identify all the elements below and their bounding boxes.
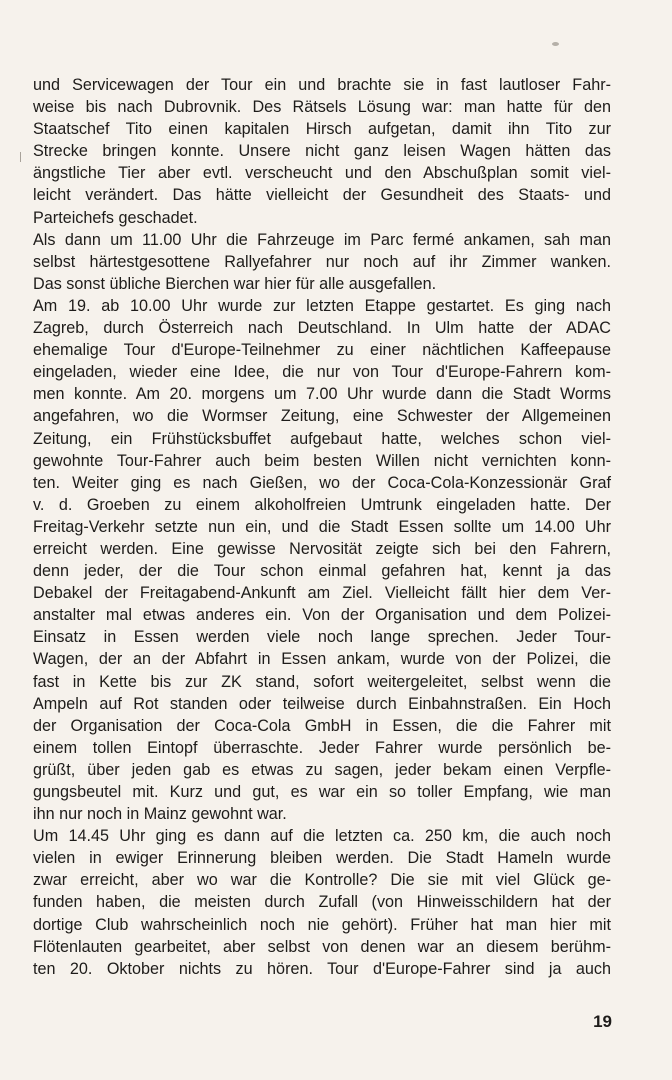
text-line: Zeitung, ein Frühstücksbuffet aufgebaut hatte, welches schon viel- <box>33 429 611 448</box>
text-line: weise bis nach Dubrovnik. Des Rätsels Lösung war: man hatte für den <box>33 98 611 117</box>
paper-speck <box>552 42 559 46</box>
text-line: Debakel der Freitagabend-Ankunft am Ziel. Vielleicht fällt hier dem Ver- <box>33 584 611 603</box>
text-line: zwar erreicht, aber wo war die Kontrolle? Die sie mit viel Glück ge- <box>33 871 611 890</box>
text-line: ehemalige Tour d'Europe-Teilnehmer zu einer nächtlichen Kaffeepause <box>33 341 611 360</box>
text-line: funden haben, die meisten durch Zufall (von Hinweisschildern hat der <box>33 893 611 912</box>
text-line: vielen in ewiger Erinnerung bleiben werden. Die Stadt Hameln wurde <box>33 849 611 868</box>
page-body-text <box>33 74 611 980</box>
text-line: einem tollen Eintopf überraschte. Jeder Fahrer wurde persönlich be- <box>33 738 611 757</box>
text-line: Ampeln auf Rot standen oder teilweise durch Einbahnstraßen. Ein Hoch <box>33 694 611 713</box>
text-line: Zagreb, durch Österreich nach Deutschland. In Ulm hatte der ADAC <box>33 319 611 338</box>
text-line: Um 14.45 Uhr ging es dann auf die letzten ca. 250 km, die auch noch <box>33 827 611 846</box>
text-line: Strecke bringen konnte. Unsere nicht ganz leisen Wagen hätten das <box>33 142 611 161</box>
text-line: v. d. Groeben zu einem alkoholfreien Umtrunk eingeladen hatte. Der <box>33 495 611 514</box>
margin-mark <box>20 152 21 162</box>
text-line: denn jeder, der die Tour schon einmal gefahren hat, kennt ja das <box>33 562 611 581</box>
text-line: selbst härtestgesottene Rallyefahrer nur noch auf ihr Zimmer wanken. <box>33 252 611 271</box>
text-line: gungsbeutel mit. Kurz und gut, es war ein so toller Empfang, wie man <box>33 783 611 801</box>
text-line: ängstliche Tier aber evtl. verscheucht und den Abschußplan somit viel- <box>33 164 611 183</box>
text-line: gewohnte Tour-Fahrer auch beim besten Willen nicht vernichten konn- <box>33 451 611 470</box>
text-line: leicht verändert. Das hätte vielleicht der Gesundheit des Staats- und <box>33 186 611 205</box>
text-line: Das sonst übliche Bierchen war hier für alle ausgefallen. <box>33 274 437 293</box>
text-line: Flötenlauten gearbeitet, aber selbst von denen war an diesem berühm- <box>33 937 611 956</box>
text-line: Am 19. ab 10.00 Uhr wurde zur letzten Etappe gestartet. Es ging nach <box>33 296 611 315</box>
text-line: angefahren, wo die Wormser Zeitung, eine Schwester der Allgemeinen <box>33 407 611 426</box>
text-line: Einsatz in Essen werden viele noch lange sprechen. Jeder Tour- <box>33 628 611 647</box>
text-line: der Organisation der Coca-Cola GmbH in Essen, die die Fahrer mit <box>33 716 611 735</box>
text-line: Als dann um 11.00 Uhr die Fahrzeuge im Parc fermé ankamen, sah man <box>33 230 611 249</box>
text-line: Wagen, der an der Abfahrt in Essen ankam, wurde von der Polizei, die <box>33 650 611 669</box>
text-line: Freitag-Verkehr setzte nun ein, und die Stadt Essen sollte um 14.00 Uhr <box>33 517 611 536</box>
text-line: ihn nur noch in Mainz gewohnt war. <box>33 805 287 824</box>
text-line: grüßt, über jeden gab es etwas zu sagen, jeder bekam einen Verpfle- <box>33 760 611 779</box>
text-line: und Servicewagen der Tour ein und brachte sie in fast lautloser Fahr- <box>33 76 611 94</box>
text-line: men konnte. Am 20. morgens um 7.00 Uhr wurde dann die Stadt Worms <box>33 385 611 404</box>
text-line: fast in Kette bis zur ZK stand, sofort weitergeleitet, selbst wenn die <box>33 672 611 691</box>
page-number: 19 <box>593 1012 612 1031</box>
text-line: erreicht werden. Eine gewisse Nervosität zeigte sich bei den Fahrern, <box>33 539 611 558</box>
text-line: Staatschef Tito einen kapitalen Hirsch aufgetan, damit ihn Tito zur <box>33 120 611 139</box>
text-line: ten 20. Oktober nichts zu hören. Tour d'Europe-Fahrer sind ja auch <box>33 959 611 978</box>
text-line: Parteichefs geschadet. <box>33 208 198 227</box>
text-line: dortige Club wahrscheinlich noch nie gehört). Früher hat man hier mit <box>33 915 611 934</box>
text-line: eingeladen, wieder eine Idee, die nur von Tour d'Europe-Fahrern kom- <box>33 363 611 382</box>
text-line: ten. Weiter ging es nach Gießen, wo der Coca-Cola-Konzessionär Graf <box>33 473 611 492</box>
text-line: anstalter mal etwas anderes ein. Von der Organisation und dem Polizei- <box>33 606 611 625</box>
